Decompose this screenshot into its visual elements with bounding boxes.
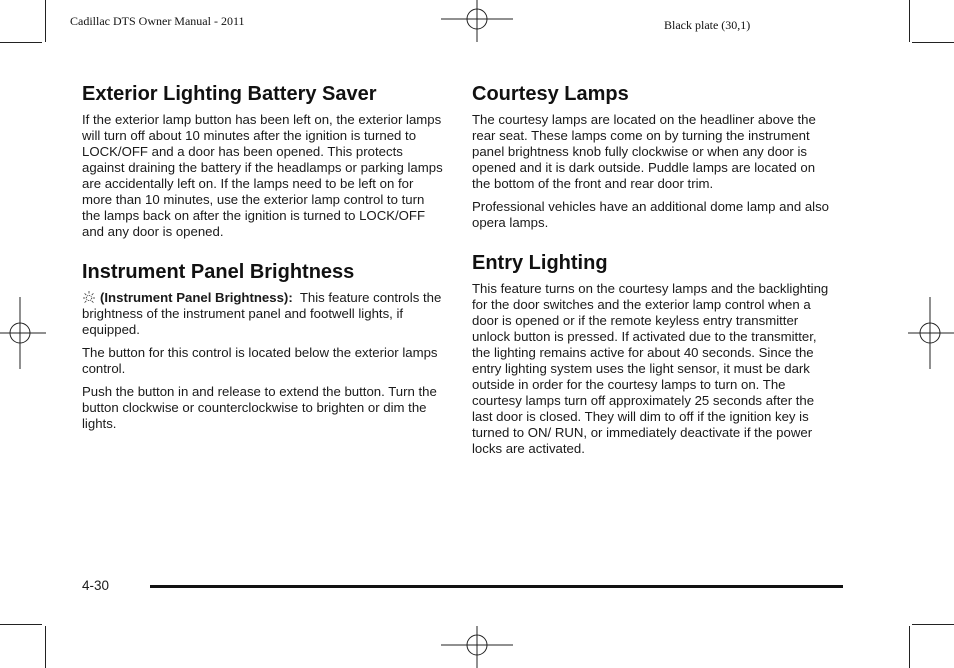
body-paragraph: This feature turns on the courtesy lamps and the backlighting for the door switches and the exterior lamp control when a door is opened or if the remote keyless entry transmitter unlock button is pressed. If activated due to the transmitter, the lighting remains active for about 40 seconds. Since the entry lighting system uses the light sensor, it must be dark outside in order for the courtesy lamps to turn on. The courtesy lamps turn off approximately 25 seconds after the last door is closed. They will dim to off if the ignition key is turned to ON/ RUN, or immediately deactivate if the power locks are activated. (472, 281, 829, 456)
section-entry-lighting (472, 251, 834, 457)
body-paragraph: The courtesy lamps are located on the headliner above the rear seat. These lamps come on by turning the instrument panel brightness knob fully clockwise or when any door is opened and it is dark outside. Puddle lamps are located on the bottom of the front and rear door trim. (472, 112, 816, 191)
right-column (472, 82, 834, 477)
registration-mark-left (0, 297, 46, 369)
section-instrument-panel-brightness (82, 260, 446, 432)
header-plate-label: Black plate (30,1) (664, 18, 751, 32)
header-manual-title: Cadillac DTS Owner Manual - 2011 (70, 14, 245, 28)
registration-mark-top (441, 0, 513, 42)
registration-mark-bottom (441, 626, 513, 668)
crop-mark (909, 0, 910, 42)
page-number: 4-30 (82, 578, 110, 593)
body-paragraph: The button for this control is located below the exterior lamps control. (82, 345, 438, 376)
crop-mark (0, 624, 42, 625)
section-courtesy-lamps (472, 82, 834, 231)
registration-mark-right (908, 297, 954, 369)
crop-mark (0, 42, 42, 43)
crop-mark (912, 42, 954, 43)
body-paragraph: Push the button in and release to extend the button. Turn the button clockwise or counterclockwise to brighten or dim the lights. (82, 384, 437, 431)
crop-mark (45, 626, 46, 668)
footer-rule (150, 585, 843, 588)
lead-bold-label: (Instrument Panel Brightness): (100, 290, 293, 305)
crop-mark (912, 624, 954, 625)
left-column (82, 82, 446, 452)
brightness-icon (82, 290, 96, 304)
section-heading: Entry Lighting (472, 252, 608, 274)
crop-mark (45, 0, 46, 42)
section-heading: Instrument Panel Brightness (82, 261, 355, 283)
body-paragraph: Professional vehicles have an additional dome lamp and also opera lamps. (472, 199, 830, 230)
section-exterior-lighting-battery-saver (82, 82, 446, 240)
section-heading: Exterior Lighting Battery Saver (82, 83, 377, 105)
body-paragraph: If the exterior lamp button has been left on, the exterior lamps will turn off about 10 minutes after the ignition is turned to LOCK/OFF and a door has been opened. This protects against draining the battery if the headlamps or parking lamps are accidentally left on. If the lamps need to be left on for more than 10 minutes, use the exterior lamp control to turn the lamps back on after the ignition is turned to LOCK/OFF and any door is opened. (82, 112, 443, 239)
section-heading: Courtesy Lamps (472, 83, 629, 105)
crop-mark (909, 626, 910, 668)
lead-paragraph (82, 290, 446, 338)
lead-text: This feature controls the brightness of the instrument panel and footwell lights, if equipped. (82, 290, 442, 337)
